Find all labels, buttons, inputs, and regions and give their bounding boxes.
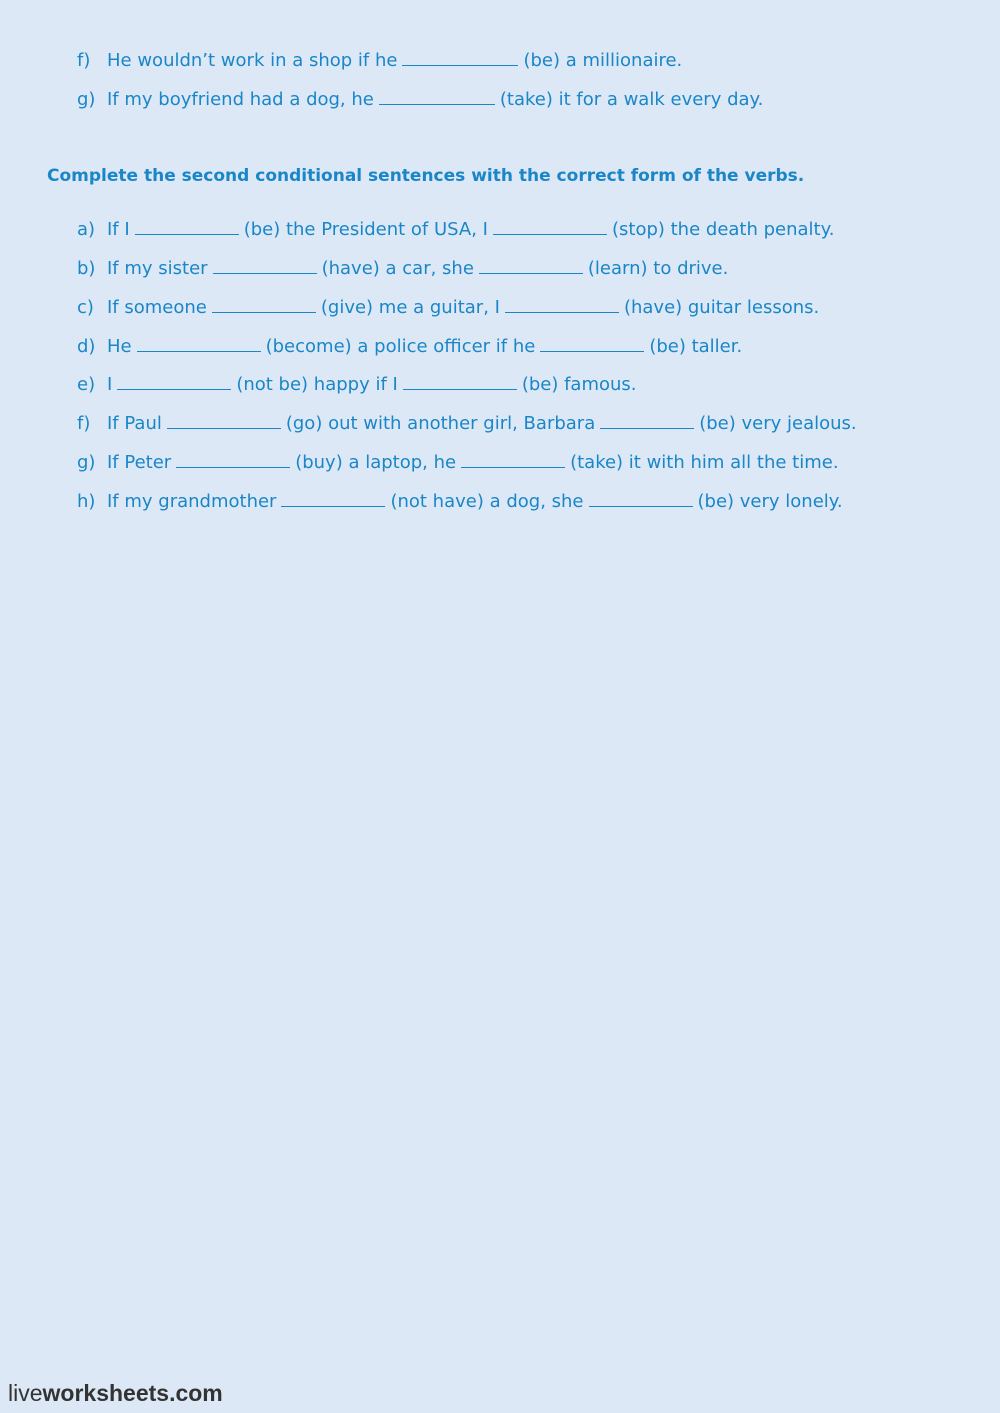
item-text-1: If my grandmother xyxy=(107,491,277,512)
exercise-item-a xyxy=(77,218,834,241)
item-text-2: (be) a millionaire. xyxy=(523,50,683,71)
item-letter: b) xyxy=(77,258,96,279)
item-text-1: He xyxy=(107,336,132,357)
answer-blank-2[interactable] xyxy=(600,412,694,429)
answer-blank-2[interactable] xyxy=(461,451,565,468)
item-letter: g) xyxy=(77,89,96,110)
item-text-3: (be) taller. xyxy=(649,336,743,357)
answer-blank[interactable] xyxy=(379,88,495,105)
item-letter: f) xyxy=(77,50,91,71)
item-letter: h) xyxy=(77,491,96,512)
answer-blank-1[interactable] xyxy=(212,296,316,313)
exercise-item-h xyxy=(77,490,843,513)
item-text-1: I xyxy=(107,374,113,395)
item-text-1: If my sister xyxy=(107,258,208,279)
logo-live: live xyxy=(8,1380,43,1406)
item-text-3: (stop) the death penalty. xyxy=(611,219,835,240)
answer-blank[interactable] xyxy=(402,49,518,66)
item-text-3: (take) it with him all the time. xyxy=(570,452,839,473)
item-text-1: If I xyxy=(107,219,130,240)
item-text-1: If Peter xyxy=(107,452,172,473)
liveworksheets-logo xyxy=(8,1380,223,1407)
item-letter: f) xyxy=(77,413,91,434)
item-text-1: If my boyfriend had a dog, he xyxy=(107,89,374,110)
answer-blank-1[interactable] xyxy=(135,218,239,235)
item-text-2: (take) it for a walk every day. xyxy=(499,89,764,110)
item-text-1: If someone xyxy=(107,297,207,318)
item-text-2: (have) a car, she xyxy=(321,258,474,279)
answer-blank-2[interactable] xyxy=(505,296,619,313)
answer-blank-2[interactable] xyxy=(589,490,693,507)
item-text-2: (not have) a dog, she xyxy=(390,491,584,512)
item-letter: g) xyxy=(77,452,96,473)
exercise-item-e xyxy=(77,373,637,396)
item-text-2: (be) the President of USA, I xyxy=(243,219,488,240)
instruction-heading: Complete the second conditional sentences with the correct form of the verbs. xyxy=(47,166,805,186)
answer-blank-2[interactable] xyxy=(403,373,517,390)
exercise-item-d xyxy=(77,335,742,358)
item-text-1: He wouldn’t work in a shop if he xyxy=(107,50,398,71)
item-letter: a) xyxy=(77,219,96,240)
exercise-item-c xyxy=(77,296,819,319)
item-text-2: (become) a police officer if he xyxy=(265,336,536,357)
answer-blank-1[interactable] xyxy=(137,335,261,352)
exercise-item-top-g xyxy=(77,88,763,111)
item-text-2: (not be) happy if I xyxy=(236,374,398,395)
exercise-item-f xyxy=(77,412,857,435)
exercise-item-b xyxy=(77,257,728,280)
answer-blank-2[interactable] xyxy=(479,257,583,274)
item-text-2: (buy) a laptop, he xyxy=(295,452,457,473)
item-text-1: If Paul xyxy=(107,413,162,434)
answer-blank-1[interactable] xyxy=(176,451,290,468)
item-text-3: (be) famous. xyxy=(521,374,637,395)
item-letter: c) xyxy=(77,297,94,318)
exercise-item-g xyxy=(77,451,839,474)
exercise-item-top-f xyxy=(77,49,682,72)
item-text-3: (learn) to drive. xyxy=(587,258,729,279)
answer-blank-1[interactable] xyxy=(281,490,385,507)
item-text-2: (go) out with another girl, Barbara xyxy=(285,413,596,434)
item-letter: e) xyxy=(77,374,96,395)
item-letter: d) xyxy=(77,336,96,357)
logo-worksheets: worksheets.com xyxy=(42,1380,223,1406)
answer-blank-1[interactable] xyxy=(213,257,317,274)
answer-blank-1[interactable] xyxy=(167,412,281,429)
item-text-3: (be) very jealous. xyxy=(699,413,857,434)
item-text-3: (have) guitar lessons. xyxy=(623,297,820,318)
answer-blank-2[interactable] xyxy=(540,335,644,352)
item-text-2: (give) me a guitar, I xyxy=(320,297,500,318)
answer-blank-1[interactable] xyxy=(117,373,231,390)
item-text-3: (be) very lonely. xyxy=(697,491,843,512)
answer-blank-2[interactable] xyxy=(493,218,607,235)
